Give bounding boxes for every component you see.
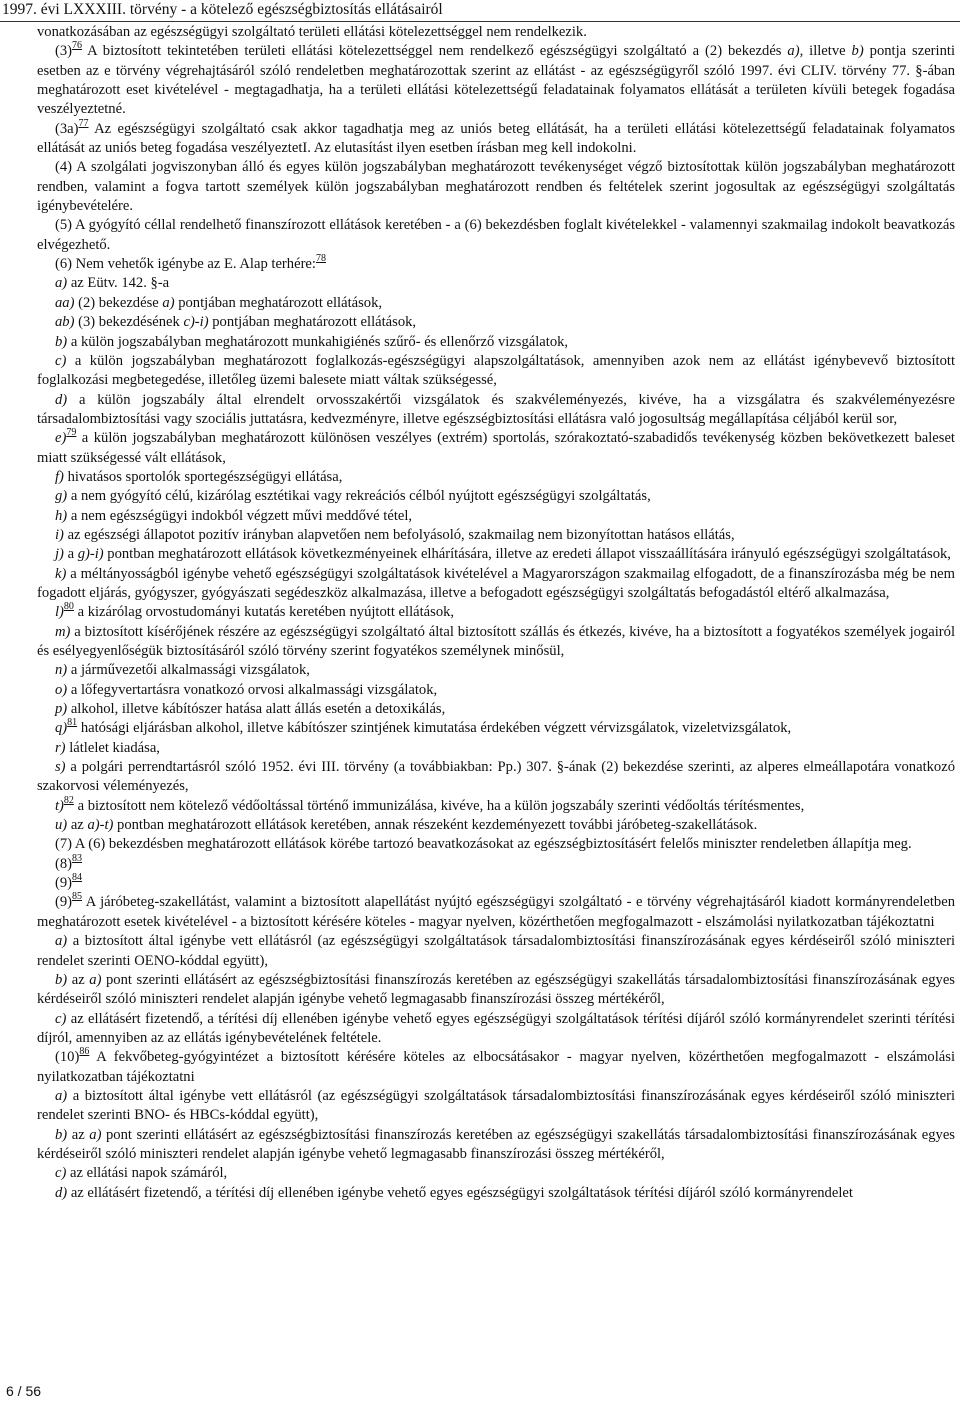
item-label: s)	[55, 759, 66, 776]
paragraph-number: (10)	[55, 1049, 80, 1066]
item-label: j)	[55, 546, 64, 563]
item-text: az	[67, 817, 88, 834]
item-label: b)	[55, 971, 68, 988]
item-label: r)	[55, 739, 66, 756]
item-text: a külön jogszabályban meghatározott munkahigiénés szűrő- és ellenőrző vizsgálatok,	[67, 333, 569, 350]
item-label: q)	[55, 720, 68, 737]
item-label: aa)	[55, 294, 75, 311]
point-reference: g)-i)	[77, 546, 104, 563]
list-item	[37, 719, 955, 738]
paragraph-text: A fekvőbeteg-gyógyintézet a biztosított kérésére köteles az elbocsátásakor - magyar nyelven, közérthetően megfogalmazott - elszámolási nyilatkozatban tájékoztatni	[37, 1049, 955, 1085]
list-item	[37, 1184, 955, 1203]
paragraph	[37, 117, 955, 159]
footnote-link[interactable]: 83	[72, 852, 83, 864]
item-text: a nem egészségügyi indokból végzett művi meddővé tétel,	[67, 507, 413, 524]
paragraph-number: (9)	[55, 894, 73, 911]
footnote-link[interactable]: 78	[315, 253, 326, 265]
item-text: a kizárólag orvostudományi kutatás keretében nyújtott ellátások,	[73, 604, 455, 621]
item-text: a méltányosságból igénybe vehető egészségügyi szolgáltatások kivételével a Magyarországon szakmailag elfogadott, de a finanszírozásba még be nem fogadott eljárás, gyógyszer, gyógyászati segédeszköz alkalmazása, illetve a befogadott egészségügyi szolgáltatás befogadástól eltérő alkalmazása,	[37, 565, 955, 601]
paragraph	[37, 893, 955, 932]
item-text: pont szerinti ellátásért az egészségbiztosítási finanszírozás keretében az egészségügyi szakellátás társadalombiztosítási finanszírozásának egyes kérdéseiről szóló miniszteri rendelet alapján igénybe vehető legmagasabb finanszírozási összeg mértékéről,	[37, 1126, 955, 1162]
item-label: f)	[55, 468, 64, 485]
list-item	[37, 352, 955, 391]
item-text: az ellátásért fizetendő, a térítési díj ellenében igénybe vehető egyes egészségügyi szolgáltatások térítési díjáról szóló kormányrendelet szerinti térítési díjról, amennyiben az az ellátás igénybevételének feltétele.	[37, 1010, 955, 1046]
footnote-link[interactable]: 77	[78, 117, 89, 129]
list-item	[37, 681, 955, 700]
item-label: e)	[55, 430, 67, 447]
item-text: hatósági eljárásban alkohol, illetve kábítószer szintjének kimutatása érdekében végzett vérvizsgálatok, vizeletvizsgálatok,	[77, 720, 792, 737]
item-label: a)	[55, 275, 68, 292]
item-text: a polgári perrendtartásról szóló 1952. évi III. törvény (a továbbiakban: Pp.) 307. §-ának (2) bekezdése szerinti, az alperes elmeállapotára vonatkozó szakorvosi véleményezés,	[37, 759, 955, 795]
page-number: 6 / 56	[6, 1383, 42, 1399]
item-label: t)	[55, 797, 64, 814]
list-item	[37, 603, 955, 622]
list-item	[37, 1126, 955, 1165]
item-text: pontjában meghatározott ellátások,	[174, 294, 383, 311]
item-label: m)	[55, 623, 71, 640]
item-label: g)	[55, 488, 68, 505]
item-text: a biztosított által igénybe vett ellátásról (az egészségügyi szolgáltatások társadalombiztosítási finanszírozásának egyes kérdéseiről szóló miniszteri rendelet szerinti BNO- és HBCs-kóddal együtt),	[37, 1087, 955, 1124]
point-reference: a),	[787, 43, 804, 60]
paragraph	[37, 852, 955, 874]
paragraph	[37, 23, 955, 42]
item-text: alkohol, illetve kábítószer hatása alatt állás esetén a detoxikálás,	[67, 701, 446, 718]
footnote-link[interactable]: 80	[63, 601, 74, 613]
document-body	[37, 23, 955, 1203]
paragraph-text: A biztosított tekintetében területi ellátási kötelezettséggel nem rendelkező egészségügyi szolgáltató a (2) bekezdés	[82, 43, 788, 60]
item-label: i)	[55, 526, 64, 543]
paragraph-text: Az egészségügyi szolgáltató csak akkor tagadhatja meg az uniós beteg ellátását, ha a területi ellátási kötelezettségű feladatainak folyamatos ellátását az uniós beteg fogadása veszélyeztetI. Az elutasítást ilyen esetben írásban meg kell indokolni.	[37, 120, 955, 157]
header-title: 1997. évi LXXXIII. törvény - a kötelező egészségbiztosítás ellátásairól	[2, 1, 443, 18]
item-text: (2) bekezdése	[74, 294, 163, 311]
list-item	[37, 565, 955, 604]
item-label: l)	[55, 604, 64, 621]
item-text: pontjában meghatározott ellátások,	[208, 314, 417, 331]
paragraph-number: (3)	[55, 43, 73, 60]
footnote-link[interactable]: 86	[79, 1046, 90, 1058]
item-text: (3) bekezdésének	[74, 314, 184, 331]
item-label: n)	[55, 662, 68, 679]
item-label: o)	[55, 681, 68, 698]
paragraph	[37, 216, 955, 255]
list-item	[37, 623, 955, 662]
list-item	[37, 1010, 955, 1049]
item-text: a külön jogszabály által elrendelt orvosszakértői vizsgálatok és szakvéleményezés, kivéve, ha a vizsgálatra és szakvéleményezésre társadalombiztosítási vagy szociális juttatásra, kedvezményre, illetve egészségbiztosítási ellátásra való jogosultság megállapítása céljából kerül sor,	[37, 391, 955, 427]
paragraph	[37, 255, 955, 274]
item-text: pontban meghatározott ellátások következményeinek elhárítására, illetve az eredeti állapot visszaállítására irányuló egészségügyi szolgáltatások,	[103, 546, 951, 563]
list-item	[37, 758, 955, 797]
item-label: p)	[55, 701, 68, 718]
list-item	[37, 971, 955, 1010]
item-label: c)	[55, 352, 67, 369]
item-text: a járművezetői alkalmassági vizsgálatok,	[67, 662, 310, 679]
list-item	[37, 816, 955, 835]
list-item	[37, 507, 955, 526]
list-item	[37, 739, 955, 758]
item-text: látlelet kiadása,	[65, 739, 160, 756]
item-text: a külön jogszabályban meghatározott foglalkozás-egészségügyi alapszolgáltatások, amennyiben azok nem az ellátást igénybevevő biztosított foglalkozási megbetegedése, illetőleg üzemi balesete miatt váltak szükségessé,	[37, 352, 955, 389]
paragraph-text: illetve	[803, 43, 852, 60]
item-text: az egészségi állapotot pozitív irányban alapvetően nem befolyásoló, szakmailag nem bizonyítottan hatásos ellátás,	[63, 526, 735, 543]
list-item	[37, 1087, 955, 1126]
item-label: c)	[55, 1165, 67, 1182]
paragraph-number: (3a)	[55, 120, 79, 137]
footnote-link[interactable]: 85	[72, 891, 83, 903]
item-text: az ellátásért fizetendő, a térítési díj ellenében igénybe vehető egyes egészségügyi szolgáltatások térítési díjáról szóló kormányrendelet	[67, 1184, 853, 1201]
list-item	[37, 661, 955, 680]
item-label: u)	[55, 817, 68, 834]
paragraph	[37, 874, 955, 893]
paragraph-text: (5) A gyógyító céllal rendelhető finanszírozott ellátások keretében - a (6) bekezdésben foglalt kivételekkel - valamennyi szakmailag indokolt beavatkozás elvégezhető.	[37, 217, 955, 253]
point-reference: b)	[851, 43, 864, 60]
list-item	[37, 274, 955, 293]
footnote-link[interactable]: 84	[72, 872, 83, 884]
list-item	[37, 313, 955, 332]
list-item	[37, 429, 955, 468]
item-text: a nem gyógyító célú, kizárólag esztétikai vagy rekreációs célból nyújtott egészségügyi szolgáltatás,	[67, 488, 651, 505]
list-item	[37, 932, 955, 971]
item-label: h)	[55, 507, 68, 524]
item-text: a biztosított nem kötelező védőoltással történő immunizálása, kivéve, ha a külön jogszabály szerinti védőoltás térítésmentes,	[73, 797, 805, 814]
paragraph	[37, 42, 955, 119]
item-label: a)	[55, 933, 68, 950]
item-label: a)	[55, 1087, 68, 1104]
item-text: az	[67, 1126, 90, 1143]
list-item	[37, 794, 955, 816]
paragraph-text: A járóbeteg-szakellátást, valamint a biztosított alapellátást nyújtó egészségügyi szolgáltató - e törvény végrehajtásáról kiadott kormányrendeletben meghatározott esetek kivételével - a biztosított kérésére köteles - magyar nyelven, közérthetően megfogalmazott - elszámolási nyilatkozatban tájékoztatni	[37, 894, 955, 930]
list-item	[37, 391, 955, 430]
item-label: b)	[55, 333, 68, 350]
item-text: pontban meghatározott ellátások keretében, annak részeként kezdeményezett további járóbeteg-szakellátások.	[113, 817, 758, 834]
paragraph-text: (4) A szolgálati jogviszonyban álló és egyes külön jogszabályban meghatározott tevékenységet végző biztosítottak külön jogszabályban meghatározott rendben, valamint a fogva tartott személyek külön jogszabályban meghatározott rendben és feltételek szerint jogosultak az egészségügyi szolgáltatás igénybevételére.	[37, 159, 955, 215]
paragraph-text: (7) A (6) bekezdésben meghatározott ellátások körébe tartozó beavatkozásokat az egészségbiztosításért felelős miniszter rendeletben állapítja meg.	[55, 836, 912, 853]
item-text: hivatásos sportolók sportegészségügyi ellátása,	[63, 468, 343, 485]
paragraph	[37, 835, 955, 854]
point-reference: c)-i)	[183, 314, 209, 331]
item-text: pont szerinti ellátásért az egészségbiztosítási finanszírozás keretében az egészségügyi szakellátás társadalombiztosítási finanszírozásának egyes kérdéseiről szóló miniszteri rendelet alapján igénybe vehető legmagasabb finanszírozási összeg mértékéről,	[37, 971, 955, 1008]
point-reference: a)	[89, 1126, 102, 1143]
paragraph-text: (6) Nem vehetők igénybe az E. Alap terhére:	[55, 256, 316, 273]
list-item	[37, 1164, 955, 1183]
paragraph-text: vonatkozásában az egészségügyi szolgáltató területi ellátási kötelezettséggel nem rendelkezik.	[37, 24, 587, 40]
item-label: d)	[55, 1184, 68, 1201]
list-item	[37, 487, 955, 506]
paragraph-number: (9)	[55, 875, 73, 892]
item-label: c)	[55, 1010, 67, 1027]
paragraph-number: (8)	[55, 855, 73, 872]
item-label: d)	[55, 391, 68, 408]
list-item	[37, 294, 955, 313]
footnote-link[interactable]: 76	[72, 40, 83, 52]
point-reference: a)	[162, 294, 175, 311]
list-item	[37, 333, 955, 352]
paragraph	[37, 1048, 955, 1087]
footnote-link[interactable]: 79	[66, 427, 77, 439]
point-reference: a)-t)	[87, 817, 114, 834]
footnote-link[interactable]: 81	[67, 717, 78, 729]
item-text: a	[63, 546, 78, 563]
item-label: ab)	[55, 314, 75, 331]
footnote-link[interactable]: 82	[63, 794, 74, 806]
list-item	[37, 700, 955, 719]
item-label: k)	[55, 565, 67, 582]
document-header	[0, 0, 960, 22]
list-item	[37, 526, 955, 545]
item-text: a biztosított kísérőjének részére az egészségügyi szolgáltató által biztosított szállás és étkezés, kivéve, ha a biztosított a fogyatékos személyek jogairól és esélyegyenlőségük biztosításáról szóló törvény szerint fogyatékos személynek minősül,	[37, 623, 955, 659]
paragraph-text: pontja szerinti esetben az e törvény végrehajtásáról szóló rendeletben meghatározottak szerint az ellátást - az egészségügyről szóló 1997. évi CLIV. törvény 77. §-ában meghatározott eset kivételével - megtagadhatja, ha a területi ellátási kötelezettségű feladatainak folyamatos ellátását a területen kívüli betegek fogadása veszélyeztetné.	[37, 43, 955, 118]
item-text: a lőfegyvertartásra vonatkozó orvosi alkalmassági vizsgálatok,	[67, 681, 438, 698]
paragraph	[37, 158, 955, 216]
item-text: a biztosított által igénybe vett ellátásról (az egészségügyi szolgáltatások társadalombiztosítási finanszírozásának egyes kérdéseiről szóló miniszteri rendelet szerinti OENO-kóddal együtt),	[37, 933, 955, 969]
header-divider	[0, 21, 960, 22]
list-item	[37, 468, 955, 487]
item-text: az ellátási napok számáról,	[66, 1165, 228, 1182]
item-label: b)	[55, 1126, 68, 1143]
point-reference: a)	[89, 971, 102, 988]
list-item	[37, 545, 955, 564]
item-text: az Eütv. 142. §-a	[67, 275, 170, 292]
item-text: az	[67, 971, 90, 988]
item-text: a külön jogszabályban meghatározott különösen veszélyes (extrém) sportolás, szórakoztató-szabadidős tevékenység közben bekövetkezett baleset miatt szükségessé vált ellátások,	[37, 430, 955, 466]
